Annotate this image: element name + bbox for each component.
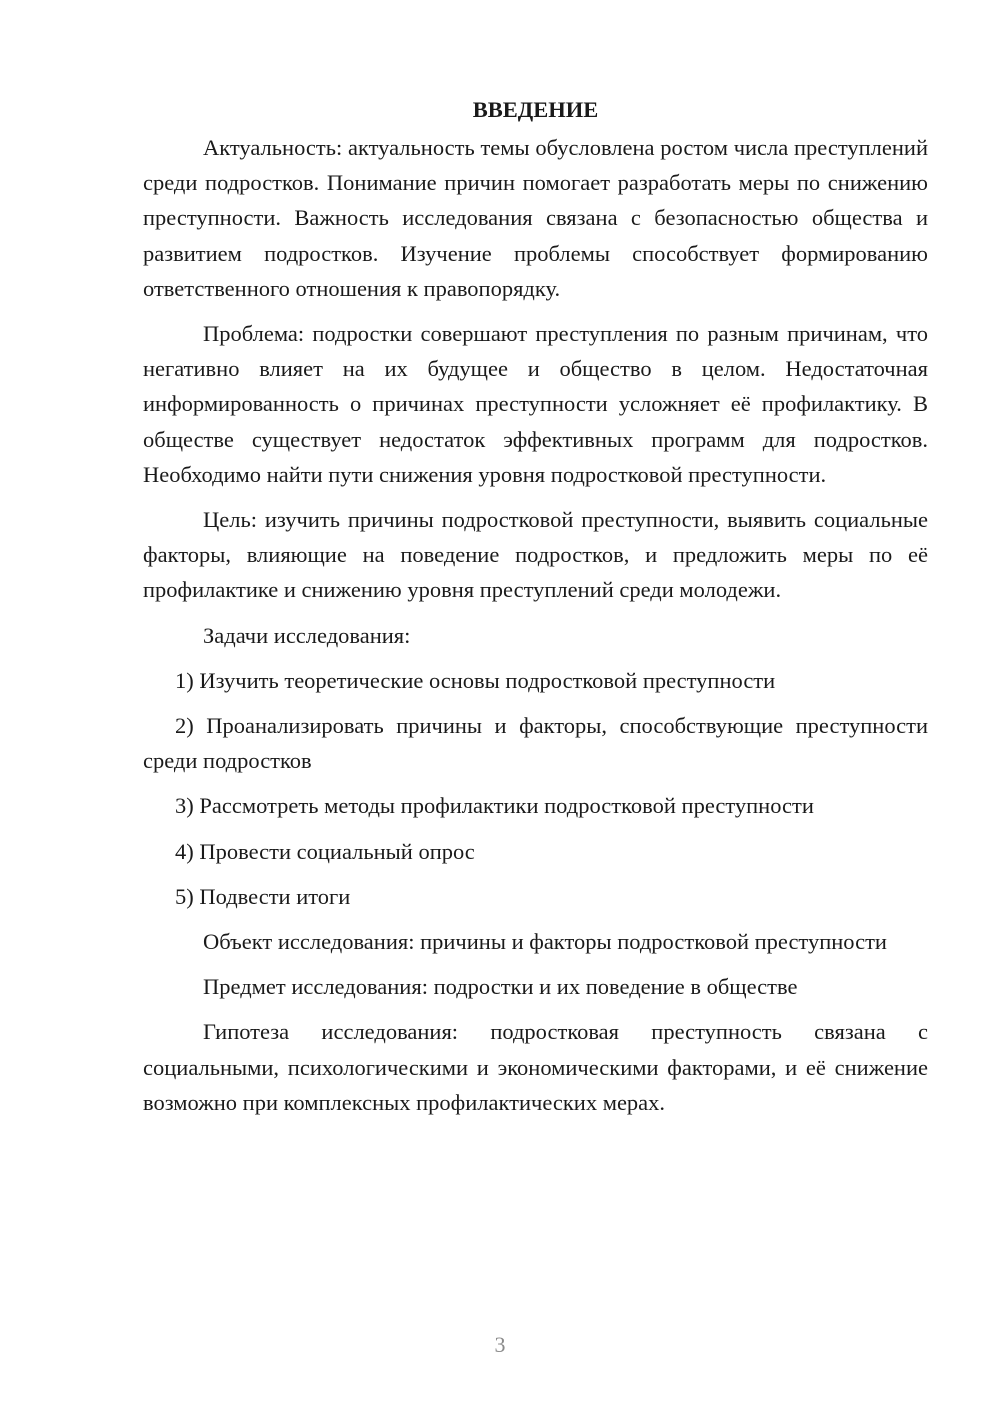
problem-paragraph: Проблема: подростки совершают преступления по разным причинам, что негативно влияет на их будущее и общество в целом. Недостаточная информированность о причинах преступности усложняет её профилактику. В обществе существует недостаток эффективных программ для подростков. Необходимо найти пути снижения уровня подростковой преступности.	[143, 321, 928, 487]
task-item-3: 3) Рассмотреть методы профилактики подростковой преступности	[175, 793, 814, 819]
relevance-paragraph: Актуальность: актуальность темы обусловлена ростом числа преступлений среди подростков. Понимание причин помогает разработать меры по снижению преступности. Важность исследования связана с безопасностью общества и развитием подростков. Изучение проблемы способствует формированию ответственного отношения к правопорядку.	[143, 135, 928, 301]
task-item-2: 2) Проанализировать причины и факторы, способствующие преступности среди подростков	[143, 713, 928, 774]
subject-paragraph: Предмет исследования: подростки и их поведение в обществе	[203, 974, 798, 1000]
task-item-4: 4) Провести социальный опрос	[175, 838, 475, 864]
task-item-1: 1) Изучить теоретические основы подростковой преступности	[175, 667, 776, 693]
page-number: 3	[494, 1332, 506, 1357]
tasks-heading: Задачи исследования:	[203, 622, 411, 648]
task-item-5: 5) Подвести итоги	[175, 883, 351, 909]
page-title: ВВЕДЕНИЕ	[472, 97, 599, 122]
hypothesis-paragraph: Гипотеза исследования: подростковая преступность связана с социальными, психологическими и экономическими факторами, и её снижение возможно при комплексных профилактических мерах.	[143, 1019, 928, 1115]
goal-paragraph: Цель: изучить причины подростковой преступности, выявить социальные факторы, влияющие на поведение подростков, и предложить меры по её профилактике и снижению уровня преступлений среди молодежи.	[143, 507, 928, 603]
object-paragraph: Объект исследования: причины и факторы подростковой преступности	[203, 929, 887, 955]
document-page	[143, 92, 928, 1130]
